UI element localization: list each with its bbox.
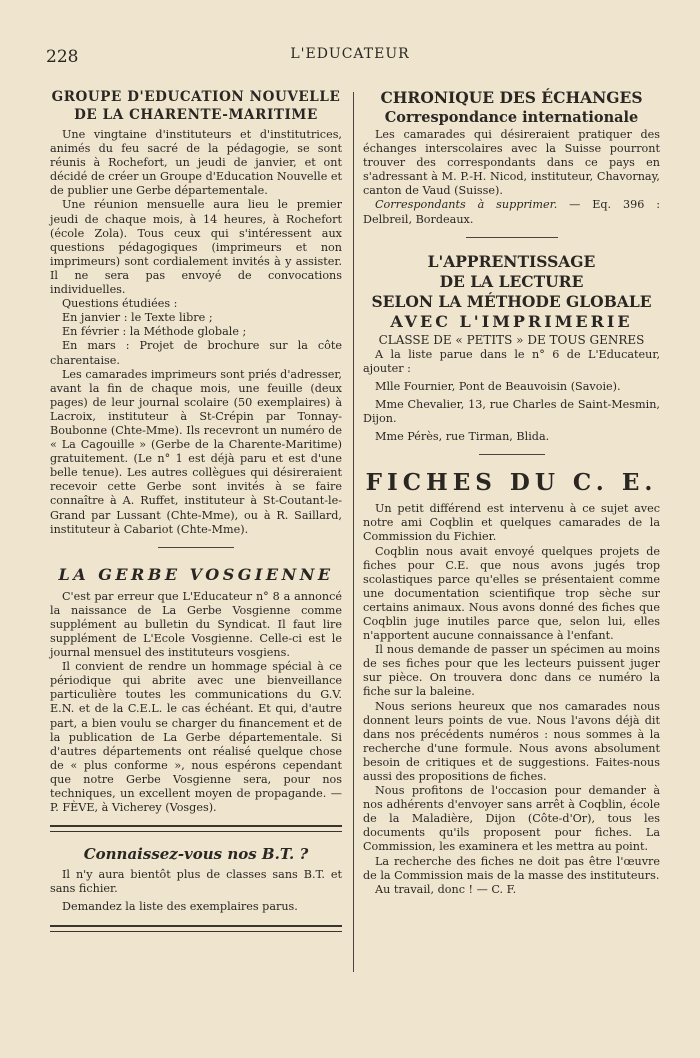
paragraph: A la liste parue dans le n° 6 de L'Educateur, ajouter :: [363, 347, 660, 375]
running-title: L'EDUCATEUR: [290, 46, 410, 62]
italic-lead: Correspondants à supprimer.: [375, 198, 558, 212]
article-title-line-3: SELON LA MÉTHODE GLOBALE: [371, 291, 652, 311]
box-rule-bottom: [50, 925, 342, 932]
paragraph: Une vingtaine d'instituteurs et d'institutrices, animés du feu sacré de la pédagogie, se sont réunis à Rochefort, un jeudi de janvier, et ont décidé de créer un Groupe d'Education Nouvelle et de publier une Gerbe départementale.: [50, 128, 342, 198]
article-title-line-4: AVEC L'IMPRIMERIE: [390, 311, 633, 331]
right-column: [363, 88, 660, 897]
box-bt: [50, 844, 342, 914]
paragraph: Nous serions heureux que nos camarades nous donnent leurs points de vue. Nous l'avons déjà dit dans nos précédents numéros : nous sommes à la recherche d'une formule. Nous avons absolument besoin de critiques et de suggestions. Faites-nous aussi des propositions de fiches.: [363, 699, 660, 783]
question-item: En février : la Méthode globale ;: [62, 325, 247, 339]
paragraph: Nous profitons de l'occasion pour demander à nos adhérents d'envoyer sans arrêt à Coqblin, école de la Maladière, Dijon (Côte-d'Or), tous les documents qu'ils proposent pour fiches. La Commission, les examinera et les mettra au point.: [363, 784, 660, 854]
paragraph-rest: — Eq. 396 : Delbreil, Bordeaux.: [363, 198, 660, 226]
article-title-line-2: DE LA CHARENTE-MARITIME: [74, 107, 318, 123]
article-fiches-ce: [363, 469, 660, 897]
left-column: [50, 88, 342, 932]
article-title: FICHES DU C. E.: [365, 469, 658, 497]
paragraph: Les camarades qui désireraient pratiquer des échanges interscolaires avec la Suisse pourront trouver des correspondants dans ce pays en s'adressant à M. P.-H. Nicod, instituteur, Chavornay, canton de Vaud (Suisse).: [363, 128, 660, 198]
question-item: En mars : Projet de brochure sur la côte charentaise.: [50, 339, 342, 367]
article-title-line-2: DE LA LECTURE: [439, 271, 584, 291]
paragraph: Les camarades imprimeurs sont priés d'adresser, avant la fin de chaque mois, une feuille (deux pages) de leur journal scolaire (50 exemplaires) à Lacroix, instituteur à St-Crépin par Tonnay-Boubonne (Chte-Mme). Ils recevront un numéro de « La Cagouille » (Gerbe de la Charente-Maritime) gratuitement. (Le n° 1 est déjà paru et est d'une belle tenue). Les autres collègues qui désireraient recevoir cette Gerbe sont invités à se faire connaître à A. Ruffet, instituteur à St-Coutant-le-Grand par Lussant (Chte-Mme), ou à R. Saillard, instituteur à Cabariot (Chte-Mme).: [50, 367, 342, 536]
list-item: Mme Chevalier, 13, rue Charles de Saint-Mesmin, Dijon.: [363, 397, 660, 426]
paragraph: Il nous demande de passer un spécimen au moins de ses fiches pour que les lecteurs puissent juger sur pièce. On trouvera donc dans ce numéro la fiche sur la baleine.: [363, 643, 660, 699]
article-title: LA GERBE VOSGIENNE: [58, 564, 334, 584]
list-item: Mme Pérès, rue Tirman, Blida.: [375, 430, 550, 444]
questions-heading: Questions étudiées :: [62, 297, 178, 311]
paragraph: Un petit différend est intervenu à ce sujet avec notre ami Coqblin et quelques camarades de la Commission du Fichier.: [363, 502, 660, 544]
column-divider: [353, 92, 354, 972]
paragraph: Coqblin nous avait envoyé quelques projets de fiches pour C.E. que nous avons jugés trop scolastiques parce qu'elles se présentaient comme une documentation scientifique trop sèche sur certains animaux. Nous avons donné des fiches que Coqblin juge inutiles parce que, selon lui, elles n'apportent aucune connaissance à l'enfant.: [363, 544, 660, 643]
article-gerbe-vosgienne: [50, 565, 342, 816]
paragraph: C'est par erreur que L'Educateur n° 8 a annoncé la naissance de La Gerbe Vosgienne comme supplément au bulletin du Syndicat. Il faut lire supplément de L'Ecole Vosgienne. Celle-ci est le journal mensuel des instituteurs vosgiens.: [50, 589, 342, 660]
article-title-line-1: GROUPE D'EDUCATION NOUVELLE: [51, 89, 341, 105]
paragraph: Demandez la liste des exemplaires parus.: [62, 900, 298, 914]
paragraph: [363, 198, 660, 226]
paragraph: Il n'y aura bientôt plus de classes sans B.T. et sans fichier.: [50, 868, 342, 896]
article-subtitle: Correspondance internationale: [384, 109, 639, 126]
paragraph: La recherche des fiches ne doit pas être l'œuvre de la Commission mais de la masse des instituteurs.: [363, 854, 660, 882]
paragraph: Une réunion mensuelle aura lieu le premier jeudi de chaque mois, à 14 heures, à Rochefort (école Zola). Tous ceux qui s'intéressent aux questions pédagogiques (imprimeurs et non imprimeurs) sont cordialement invités à y assister. Il ne sera pas envoyé de convocations individuelles.: [50, 198, 342, 297]
article-chronique-echanges: [363, 88, 660, 227]
article-groupe-education: [50, 88, 342, 537]
list-item: Mlle Fournier, Pont de Beauvoisin (Savoie).: [375, 379, 621, 393]
paragraph: Il convient de rendre un hommage spécial à ce périodique qui abrite avec une bienveillance particulière toutes les communications du G.V. E.N. et de la C.E.L. le cas échéant. Et qui, d'autre part, a bien voulu se charger du financement et de la publication de La Gerbe départementale. Si d'autres départements ont réalisé quelque chose de « plus conforme », nous espérons cependant que notre Gerbe Vosgienne sera, pour nos techniques, un excellent moyen de propagande. — P. FÈVE, à Vicherey (Vosges).: [50, 660, 342, 815]
page-number: 228: [46, 47, 79, 67]
question-item: En janvier : le Texte libre ;: [62, 311, 213, 325]
article-title: CHRONIQUE DES ÉCHANGES: [380, 88, 643, 107]
box-title: Connaissez-vous nos B.T. ?: [83, 845, 309, 864]
box-rule-top: [50, 825, 342, 832]
article-subtitle: CLASSE DE « PETITS » DE TOUS GENRES: [378, 332, 645, 347]
article-apprentissage-lecture: [363, 252, 660, 445]
article-title-line-1: L'APPRENTISSAGE: [427, 251, 596, 271]
signature: Au travail, donc ! — C. F.: [375, 882, 517, 896]
